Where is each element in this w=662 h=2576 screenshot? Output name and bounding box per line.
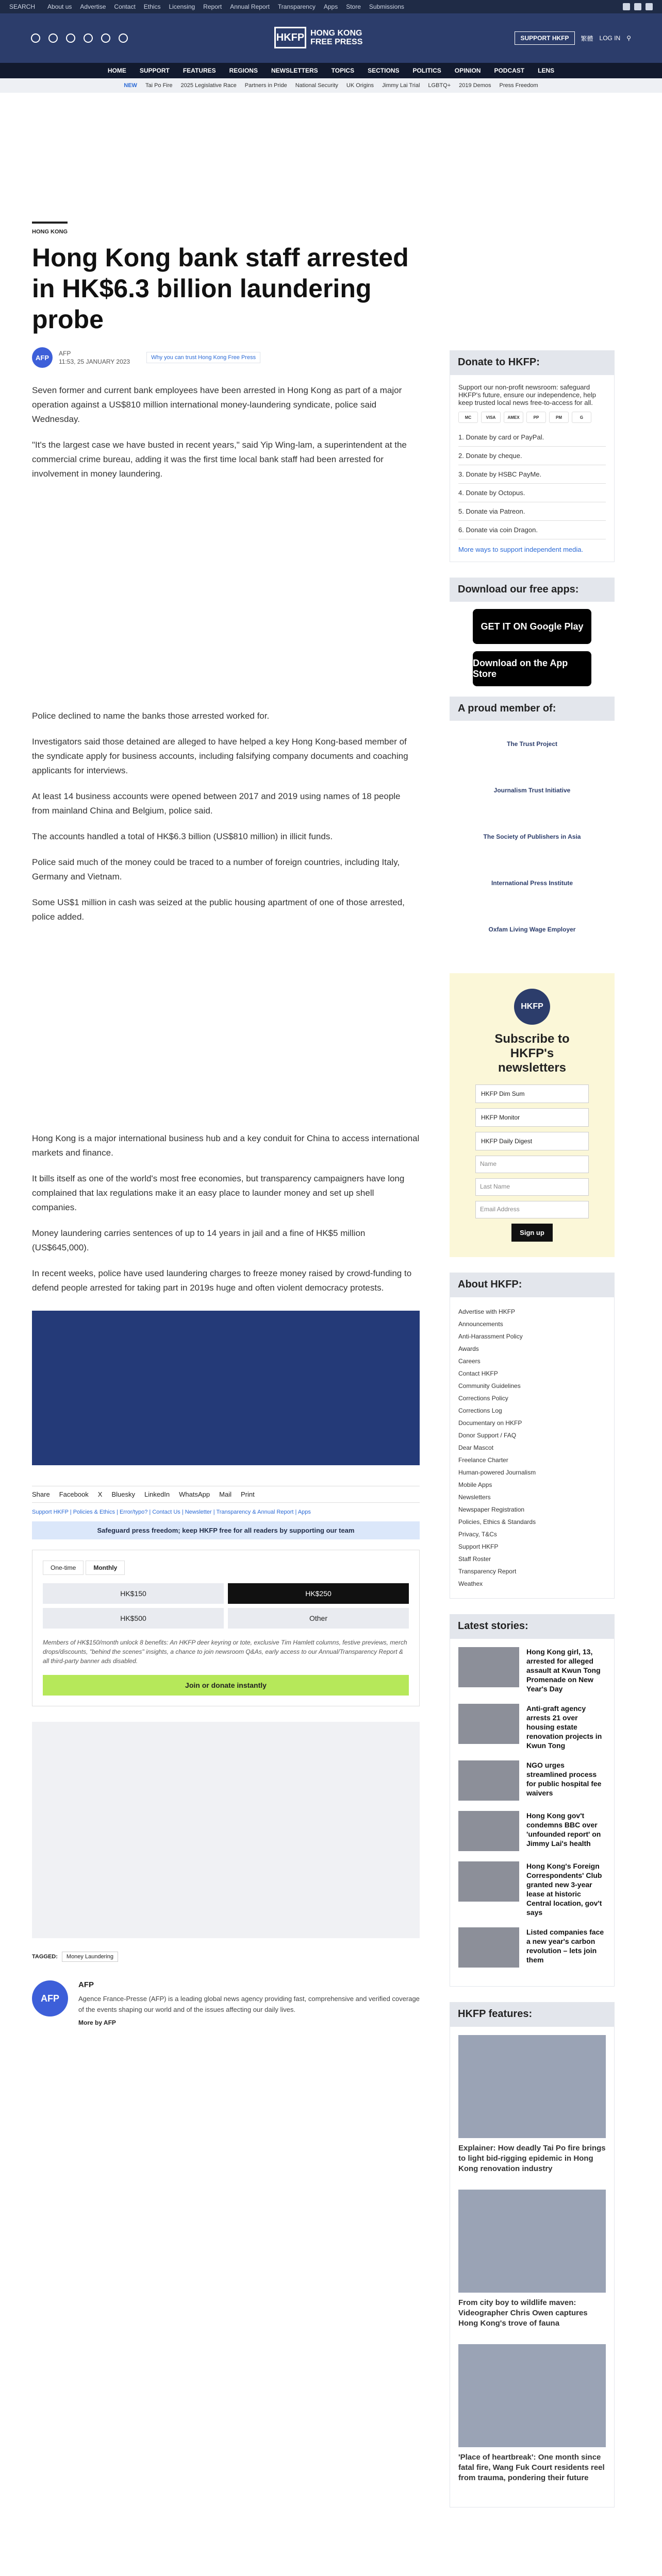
- donate-widget: [32, 1550, 420, 1706]
- amount-option[interactable]: Other: [228, 1608, 409, 1629]
- telegram-icon[interactable]: [119, 33, 128, 43]
- about-link[interactable]: Corrections Policy: [458, 1395, 508, 1402]
- story-thumbnail[interactable]: [458, 1760, 519, 1801]
- article: [32, 222, 420, 2030]
- story-title[interactable]: Hong Kong's Foreign Correspondents' Club granted new 3-year lease at historic Central location, gov't says: [526, 1862, 602, 1917]
- about-link[interactable]: Dear Mascot: [458, 1444, 494, 1451]
- trending-ticker: [0, 78, 662, 93]
- about-link[interactable]: Human-powered Journalism: [458, 1469, 536, 1476]
- article-body-3: [32, 1131, 420, 1295]
- latest-story[interactable]: [458, 1647, 606, 1693]
- payme-icon: PM: [549, 412, 569, 423]
- donate-option[interactable]: 6. Donate via coin Dragon.: [458, 521, 606, 539]
- facebook-icon[interactable]: [31, 33, 40, 43]
- nav-item[interactable]: PODCAST: [494, 67, 525, 74]
- paragraph: The accounts handled a total of HK$6.3 billion (US$810 million) in illicit funds.: [32, 832, 333, 841]
- visa-icon: VISA: [481, 412, 501, 423]
- top-link[interactable]: About us: [47, 3, 72, 10]
- ad-space: [32, 493, 420, 709]
- trust-link[interactable]: Why you can trust Hong Kong Free Press: [146, 352, 260, 363]
- search-link[interactable]: SEARCH: [9, 3, 36, 10]
- tab-monthly[interactable]: Monthly: [86, 1561, 125, 1575]
- mastercard-icon: MC: [458, 412, 478, 423]
- facebook-icon[interactable]: [623, 3, 630, 10]
- gpay-icon: G: [572, 412, 591, 423]
- share-link[interactable]: Facebook: [59, 1490, 89, 1498]
- ticker-item[interactable]: 2025 Legislative Race: [180, 82, 237, 89]
- top-link[interactable]: Ethics: [143, 3, 161, 10]
- author-name[interactable]: AFP: [59, 350, 71, 357]
- amount-option[interactable]: HK$250: [228, 1583, 409, 1604]
- about-link[interactable]: Newspaper Registration: [458, 1506, 525, 1513]
- about-heading: About HKFP:: [450, 1273, 615, 1297]
- donate-option[interactable]: 3. Donate by HSBC PayMe.: [458, 465, 606, 484]
- nav-item[interactable]: TOPICS: [331, 67, 355, 74]
- member-logo[interactable]: Oxfam Living Wage Employer: [488, 926, 576, 933]
- social-icons: [31, 33, 128, 43]
- top-link[interactable]: Transparency: [277, 3, 316, 10]
- paragraph: In recent weeks, police have used laundering charges to freeze money raised by crowd-funding to defend people arrested for taking part in 2019s huge and often violent democracy protests.: [32, 1268, 412, 1293]
- paragraph: Money laundering carries sentences of up to 14 years in jail and a fine of HK$5 million (US$645,000).: [32, 1228, 366, 1252]
- latest-story[interactable]: [458, 1811, 606, 1851]
- top-link[interactable]: Contact: [114, 3, 136, 10]
- feature-item[interactable]: [458, 2035, 606, 2174]
- latest-story[interactable]: [458, 1861, 606, 1917]
- newsletter-title: Subscribe to HKFP's newsletters: [494, 1032, 570, 1075]
- member-logo[interactable]: International Press Institute: [491, 879, 573, 887]
- tagged-label: TAGGED:: [32, 1954, 58, 1960]
- ticker-item[interactable]: Tai Po Fire: [145, 82, 173, 89]
- search-icon[interactable]: ⚲: [626, 35, 631, 42]
- publish-date: 11:53, 25 JANUARY 2023: [59, 358, 130, 365]
- share-link[interactable]: LinkedIn: [144, 1490, 170, 1498]
- story-thumbnail[interactable]: [458, 1647, 519, 1687]
- story-title[interactable]: NGO urges streamlined process for public hospital fee waivers: [526, 1761, 602, 1797]
- about-link[interactable]: Announcements: [458, 1320, 503, 1328]
- about-link[interactable]: Donor Support / FAQ: [458, 1432, 517, 1439]
- nav-item[interactable]: POLITICS: [412, 67, 441, 74]
- feature-item[interactable]: [458, 2190, 606, 2329]
- article-kicker[interactable]: HONG KONG: [32, 222, 68, 235]
- article-body-2: [32, 709, 420, 924]
- nav-item[interactable]: SUPPORT: [139, 67, 170, 74]
- feature-title[interactable]: 'Place of heartbreak': One month since fatal fire, Wang Fuk Court residents reel from trauma, pondering their future: [458, 2453, 605, 2482]
- story-title[interactable]: Hong Kong girl, 13, arrested for alleged assault at Kwun Tong Promenade on New Year's Day: [526, 1648, 601, 1693]
- ad-space: [32, 936, 420, 1131]
- features-heading: HKFP features:: [450, 2002, 615, 2026]
- top-link[interactable]: Licensing: [169, 3, 195, 10]
- top-link[interactable]: Advertise: [80, 3, 106, 10]
- newsletter-box: [450, 973, 615, 1257]
- nav-item[interactable]: OPINION: [454, 67, 481, 74]
- tab-one-time[interactable]: One-time: [43, 1561, 84, 1575]
- feature-image[interactable]: [458, 2035, 606, 2138]
- newsletter-field[interactable]: Name: [475, 1156, 589, 1173]
- about-link[interactable]: Documentary on HKFP: [458, 1419, 522, 1427]
- article-body-1: [32, 383, 420, 481]
- paragraph: Hong Kong is a major international business hub and a key conduit for China to access international markets and finance.: [32, 1133, 420, 1158]
- ticker-item[interactable]: Partners in Pride: [244, 82, 287, 89]
- nav-item[interactable]: FEATURES: [183, 67, 216, 74]
- donate-heading: Donate to HKFP:: [450, 350, 615, 375]
- tag-pill[interactable]: Money Laundering: [62, 1952, 118, 1962]
- share-link[interactable]: Share: [32, 1490, 50, 1498]
- paragraph: Some US$1 million in cash was seized at the public housing apartment of one of those arrested, police added.: [32, 897, 405, 922]
- hkfp-badge: HKFP: [514, 989, 550, 1025]
- nav-item[interactable]: REGIONS: [229, 67, 258, 74]
- about-link[interactable]: Awards: [458, 1345, 479, 1352]
- more-ways-link[interactable]: More ways to support independent media.: [458, 546, 584, 553]
- latest-story[interactable]: [458, 1927, 606, 1968]
- paragraph: Police declined to name the banks those arrested worked for.: [32, 711, 270, 721]
- share-link[interactable]: WhatsApp: [179, 1490, 210, 1498]
- share-link[interactable]: Print: [240, 1490, 255, 1498]
- app-store-button[interactable]: Download on the App Store: [473, 651, 591, 686]
- latest-story[interactable]: [458, 1704, 606, 1750]
- top-link[interactable]: Submissions: [369, 3, 404, 10]
- tags: [32, 1954, 420, 1960]
- author-box-name[interactable]: AFP: [78, 1980, 94, 1989]
- top-link[interactable]: Annual Report: [230, 3, 270, 10]
- donate-intro: Support our non-profit newsroom: safeguard HKFP's future, ensure our independence, help keep trusted local news free-to-access for all.: [458, 383, 596, 406]
- signup-button[interactable]: Sign up: [511, 1224, 553, 1242]
- ticker-item[interactable]: Jimmy Lai Trial: [382, 82, 420, 89]
- author-avatar[interactable]: AFP: [32, 1980, 68, 2016]
- nav-item[interactable]: NEWSLETTERS: [271, 67, 318, 74]
- newsletter-field[interactable]: Last Name: [475, 1178, 589, 1196]
- feature-image[interactable]: [458, 2190, 606, 2293]
- google-play-button[interactable]: GET IT ON Google Play: [473, 609, 591, 644]
- latest-heading: Latest stories:: [450, 1614, 615, 1638]
- share-link[interactable]: X: [97, 1490, 103, 1498]
- top-icons: [623, 3, 653, 10]
- about-link[interactable]: Privacy, T&Cs: [458, 1531, 497, 1538]
- about-link[interactable]: Newsletters: [458, 1494, 491, 1501]
- paragraph: Police said much of the money could be traced to a number of foreign countries, including Italy, Germany and Vietnam.: [32, 857, 400, 882]
- about-link[interactable]: Transparency Report: [458, 1568, 517, 1575]
- paragraph: "It's the largest case we have busted in recent years," said Yip Wing-lam, a superintendent at the commercial crime bureau, adding it was the first time local bank staff had been arrested for involvement in money laundering.: [32, 440, 407, 479]
- about-link[interactable]: Anti-Harassment Policy: [458, 1333, 523, 1340]
- feature-image[interactable]: [458, 2344, 606, 2447]
- site-header: [0, 13, 662, 63]
- feature-title[interactable]: From city boy to wildlife maven: Videographer Chris Owen captures Hong Kong's trove of fauna: [458, 2298, 588, 2328]
- donate-option[interactable]: 2. Donate by cheque.: [458, 447, 606, 465]
- ticker-item[interactable]: LGBTQ+: [428, 82, 451, 89]
- member-logo[interactable]: The Trust Project: [506, 740, 558, 748]
- paypal-icon: PP: [526, 412, 546, 423]
- story-title[interactable]: Listed companies face a new year's carbon revolution – lets join them: [526, 1928, 604, 1964]
- story-thumbnail[interactable]: [458, 1704, 519, 1744]
- main-nav: [0, 63, 662, 78]
- ticker-item[interactable]: National Security: [295, 82, 338, 89]
- about-link[interactable]: Mobile Apps: [458, 1481, 492, 1488]
- top-link[interactable]: Report: [203, 3, 222, 10]
- proud-heading: A proud member of:: [450, 697, 615, 721]
- top-link[interactable]: Apps: [323, 3, 338, 10]
- about-link[interactable]: Advertise with HKFP: [458, 1308, 516, 1315]
- feature-item[interactable]: [458, 2344, 606, 2483]
- safeguard-banner: Safeguard press freedom; keep HKFP free for all readers by supporting our team: [32, 1521, 420, 1539]
- logo-line1: HONG KONG: [310, 29, 362, 38]
- instagram-icon[interactable]: [646, 3, 653, 10]
- ticker-item[interactable]: 2019 Demos: [459, 82, 491, 89]
- about-link[interactable]: Staff Roster: [458, 1555, 491, 1563]
- login-link[interactable]: LOG IN: [599, 35, 621, 42]
- newsletter-option[interactable]: HKFP Monitor: [475, 1108, 589, 1127]
- share-link[interactable]: Bluesky: [111, 1490, 135, 1498]
- about-link[interactable]: Corrections Log: [458, 1407, 502, 1414]
- top-bar: [0, 0, 662, 13]
- ticker-item[interactable]: UK Origins: [346, 82, 374, 89]
- nav-item[interactable]: LENS: [538, 67, 555, 74]
- paragraph: Investigators said those detained are alleged to have helped a key Hong Kong-based member of the syndicate apply for business accounts, including falsifying company documents and coaching applicants for interviews.: [32, 737, 408, 775]
- story-title[interactable]: Anti-graft agency arrests 21 over housing estate renovation projects in Kwun Tong: [526, 1704, 602, 1750]
- member-logo[interactable]: The Society of Publishers in Asia: [483, 833, 581, 840]
- about-link[interactable]: Weathex: [458, 1580, 483, 1587]
- donate-option[interactable]: 1. Donate by card or PayPal.: [458, 428, 606, 447]
- join-button[interactable]: Join or donate instantly: [43, 1675, 409, 1696]
- share-link[interactable]: Mail: [219, 1490, 231, 1498]
- ticker-label: NEW: [124, 82, 137, 89]
- support-button[interactable]: SUPPORT HKFP: [515, 31, 574, 45]
- promo-grid: [32, 1722, 420, 1938]
- newsletter-option[interactable]: HKFP Dim Sum: [475, 1084, 589, 1103]
- ticker-item[interactable]: Press Freedom: [499, 82, 538, 89]
- latest-story[interactable]: [458, 1760, 606, 1801]
- about-link[interactable]: Support HKFP: [458, 1543, 499, 1550]
- donate-option[interactable]: 5. Donate via Patreon.: [458, 502, 606, 521]
- more-by-author[interactable]: More by AFP: [78, 2019, 116, 2026]
- story-thumbnail[interactable]: [458, 1861, 519, 1902]
- support-links[interactable]: Support HKFP | Policies & Ethics | Error/typo? | Contact Us | Newsletter | Transparency & Annual Report | Apps: [32, 1509, 311, 1515]
- member-perks: Members of HK$150/month unlock 8 benefits: An HKFP deer keyring or tote, exclusive Tim Hamlett columns, festive previews, merch drops/discounts, "behind the scenes" insights, a chance to join newsroom Q&As, early access to our Annual/Transparency Report & all third-party banner ads disabled.: [43, 1639, 407, 1665]
- donate-option[interactable]: 4. Donate by Octopus.: [458, 484, 606, 502]
- site-logo[interactable]: [274, 27, 362, 48]
- youtube-icon[interactable]: [84, 33, 93, 43]
- top-link[interactable]: Store: [346, 3, 361, 10]
- top-links: [47, 3, 404, 10]
- article-title: Hong Kong bank staff arrested in HK$6.3 billion laundering probe: [32, 243, 409, 334]
- paragraph: Seven former and current bank employees have been arrested in Hong Kong as part of a major operation against a US$810 million international money-laundering syndicate, police said Wednesday.: [32, 385, 402, 424]
- logo-mark: HKFP: [274, 27, 306, 48]
- about-link[interactable]: Careers: [458, 1358, 481, 1365]
- sidebar: [450, 350, 615, 2507]
- paragraph: It bills itself as one of the world's most free economies, but transparency campaigners have long complained that lax regulations make it an easy place to launder money and set up shell companies.: [32, 1174, 405, 1212]
- newsletter-field[interactable]: Email Address: [475, 1201, 589, 1218]
- linkedin-icon[interactable]: [101, 33, 110, 43]
- member-logo[interactable]: Journalism Trust Initiative: [493, 787, 571, 794]
- story-title[interactable]: Hong Kong gov't condemns BBC over 'unfounded report' on Jimmy Lai's health: [526, 1811, 601, 1848]
- about-link[interactable]: Community Guidelines: [458, 1382, 521, 1389]
- author-bio: Agence France-Presse (AFP) is a leading global news agency providing fast, comprehensive and verified coverage of the events shaping our world and of the issues affecting our daily lives.: [78, 1995, 420, 2013]
- share-bar: [32, 1486, 420, 1503]
- x-icon[interactable]: [48, 33, 58, 43]
- instagram-icon[interactable]: [66, 33, 75, 43]
- payment-logos: [458, 412, 606, 423]
- about-link[interactable]: Policies, Ethics & Standards: [458, 1518, 536, 1526]
- member-logos: [450, 721, 615, 953]
- apps-heading: Download our free apps:: [450, 578, 615, 602]
- story-thumbnail[interactable]: [458, 1811, 519, 1851]
- avatar[interactable]: AFP: [32, 347, 53, 368]
- paragraph: At least 14 business accounts were opened between 2017 and 2019 using names of 18 people from mainland China and Belgium, police said.: [32, 791, 401, 816]
- about-link[interactable]: Freelance Charter: [458, 1456, 508, 1464]
- about-link[interactable]: Contact HKFP: [458, 1370, 498, 1377]
- amex-icon: AMEX: [504, 412, 523, 423]
- newsletter-option[interactable]: HKFP Daily Digest: [475, 1132, 589, 1150]
- nav-item[interactable]: SECTIONS: [368, 67, 400, 74]
- nav-item[interactable]: HOME: [107, 67, 126, 74]
- author-box: [32, 1980, 420, 2030]
- amount-option[interactable]: HK$150: [43, 1583, 224, 1604]
- feature-title[interactable]: Explainer: How deadly Tai Po fire brings to light bid-rigging epidemic in Hong Kong renovation industry: [458, 2144, 606, 2173]
- logo-line2: FREE PRESS: [310, 38, 363, 46]
- amount-option[interactable]: HK$500: [43, 1608, 224, 1629]
- member-benefits-banner[interactable]: [32, 1311, 420, 1465]
- language-link[interactable]: 繁體: [581, 35, 593, 42]
- x-icon[interactable]: [634, 3, 641, 10]
- story-thumbnail[interactable]: [458, 1927, 519, 1968]
- byline: [32, 347, 420, 368]
